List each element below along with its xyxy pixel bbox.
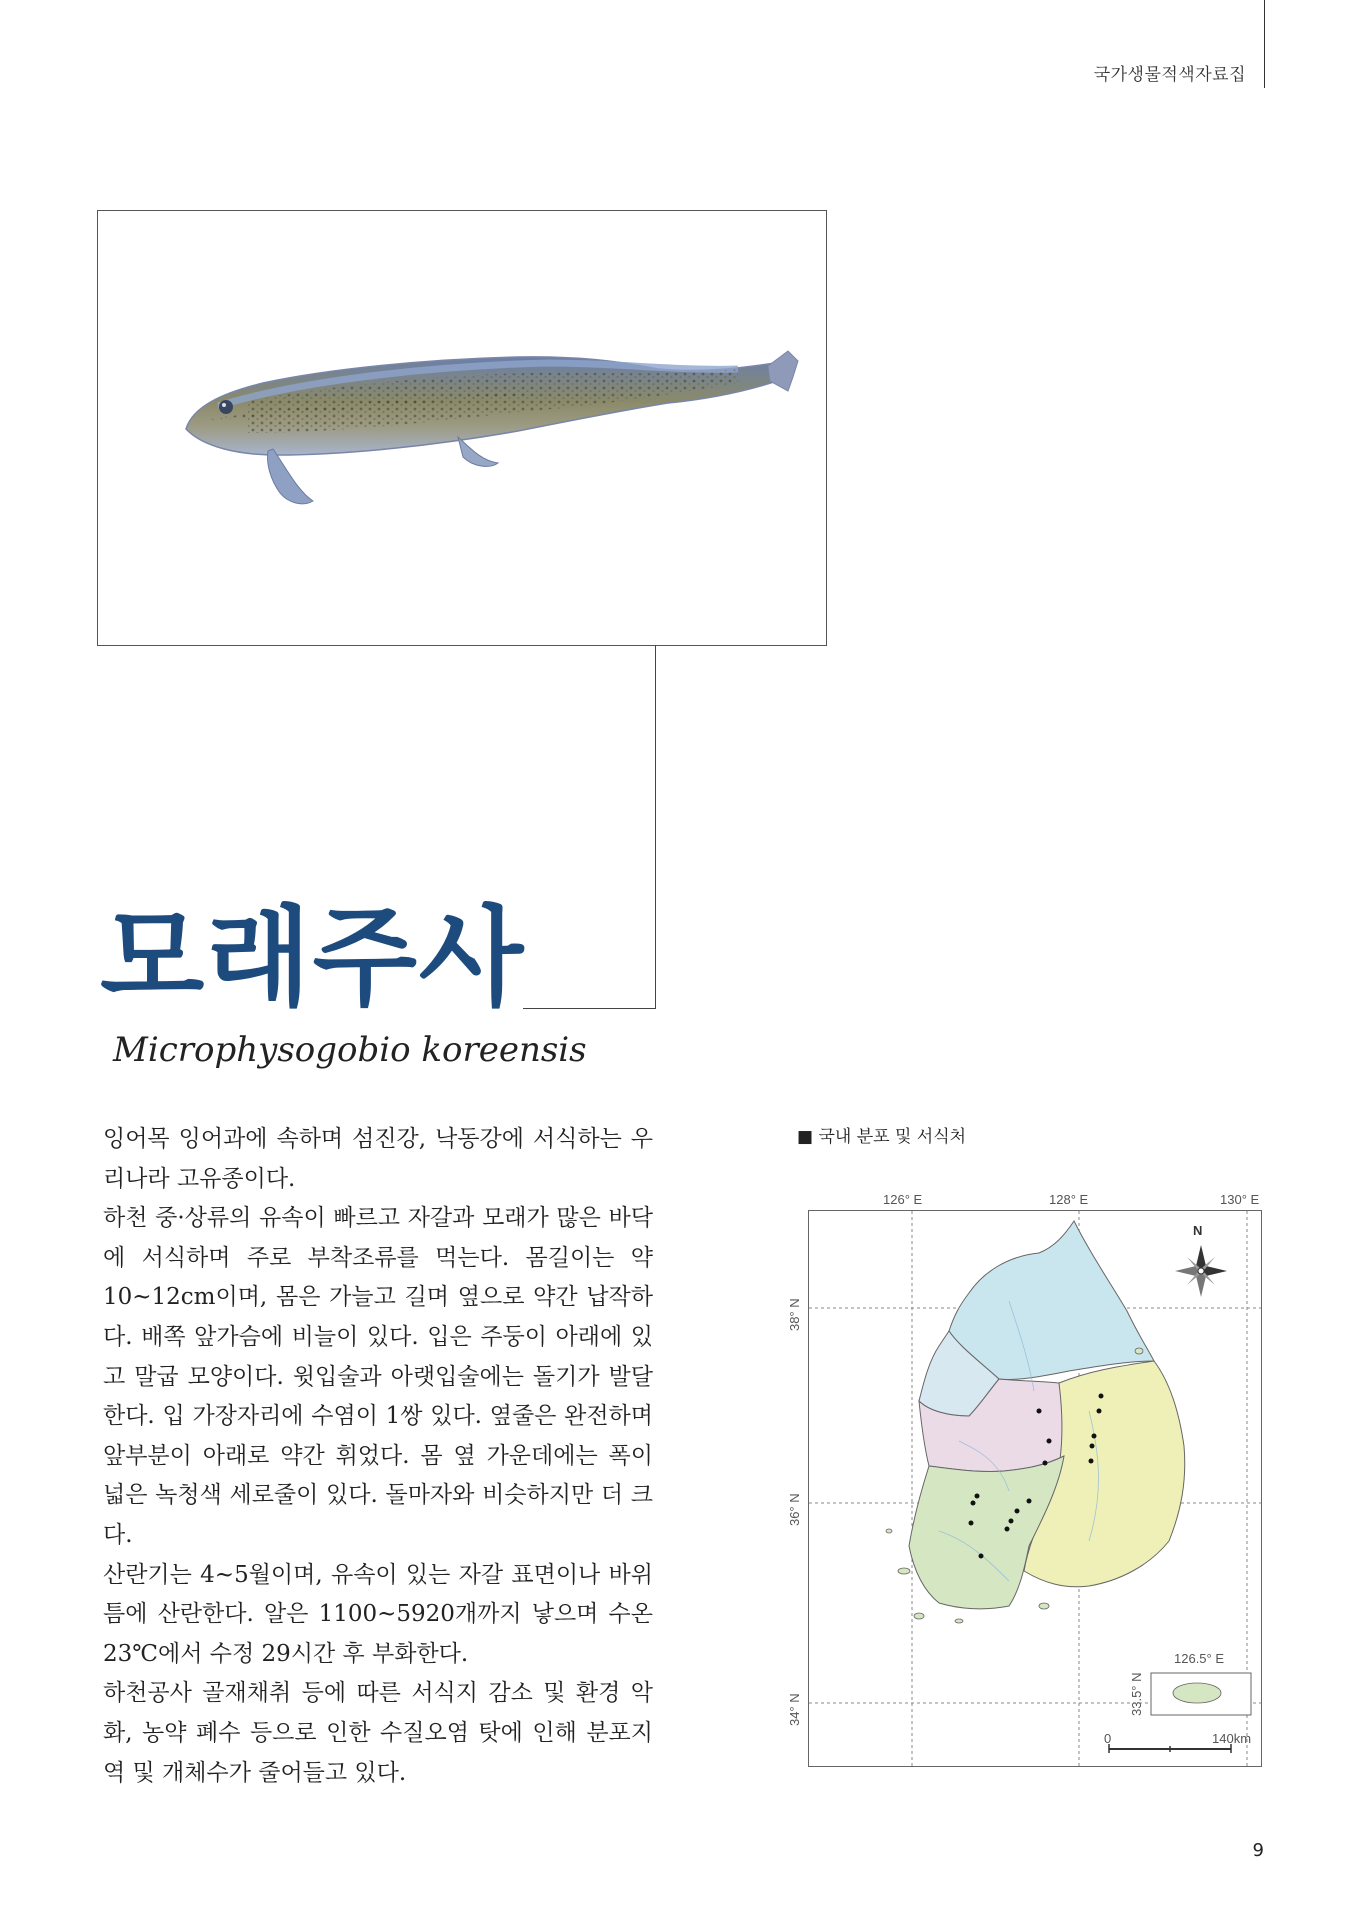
species-korean-name: 모래주사 bbox=[100, 896, 526, 1021]
lat-label-34: 34° N bbox=[787, 1693, 802, 1726]
header-rule bbox=[1264, 0, 1265, 88]
description-paragraph: 하천공사 골재채취 등에 따른 서식지 감소 및 환경 악화, 농약 폐수 등으로 인한 수질오염 탓에 인해 분포지역 및 개체수가 줄어들고 있다. bbox=[103, 1680, 653, 1786]
compass-icon bbox=[1175, 1245, 1227, 1297]
connector-line-vertical bbox=[655, 645, 656, 1009]
running-header: 국가생물적색자료집 bbox=[1093, 65, 1246, 85]
inset-lat-label: 33.5° N bbox=[1129, 1672, 1144, 1716]
lat-label-36: 36° N bbox=[787, 1493, 802, 1526]
species-scientific-name: Microphysogobio koreensis bbox=[113, 1030, 587, 1070]
description-paragraph: 하천 중·상류의 유속이 빠르고 자갈과 모래가 많은 바닥에 서식하며 주로 부착조류를 먹는다. 몸길이는 약 10~12cm이며, 몸은 가늘고 길며 옆으로 약간 납작하다. 배쪽 앞가슴에 비늘이 있다. 입은 주둥이 아래에 있고 말굽 모양이다. 윗입술과 아랫입술에는 돌기가 발달한다. 입 가장자리에 수염이 1쌍 있다. 옆줄은 완전하며 앞부분이 아래로 약간 휘었다. 몸 옆 가운데에는 폭이 넓은 녹청색 세로줄이 있다. 돌마자와 비슷하지만 더 크다. bbox=[103, 1205, 653, 1548]
page-number: 9 bbox=[1252, 1840, 1264, 1861]
korea-map-graphic bbox=[809, 1211, 1261, 1766]
lon-label-126: 126° E bbox=[883, 1192, 923, 1207]
species-photo bbox=[97, 210, 827, 646]
description-paragraph: 잉어목 잉어과에 속하며 섬진강, 낙동강에 서식하는 우리나라 고유종이다. bbox=[103, 1126, 653, 1192]
connector-line-horizontal bbox=[523, 1008, 656, 1009]
lat-label-38: 38° N bbox=[787, 1298, 802, 1331]
distribution-map bbox=[787, 1210, 1262, 1767]
inset-lon-label: 126.5° E bbox=[1174, 1651, 1225, 1666]
lon-label-130: 130° E bbox=[1220, 1192, 1260, 1207]
description-paragraph: 산란기는 4~5월이며, 유속이 있는 자갈 표면이나 바위틈에 산란한다. 알은 1100~5920개까지 낳으며 수온 23℃에서 수정 29시간 후 부화한다. bbox=[103, 1561, 653, 1667]
north-label: N bbox=[1193, 1223, 1203, 1238]
fish-illustration bbox=[98, 211, 826, 645]
scale-end-label: 140km bbox=[1212, 1731, 1252, 1746]
lon-label-128: 128° E bbox=[1049, 1192, 1089, 1207]
scale-start-label: 0 bbox=[1104, 1731, 1112, 1746]
map-caption: ■ 국내 분포 및 서식처 bbox=[797, 1127, 967, 1147]
species-description bbox=[103, 1120, 653, 1793]
